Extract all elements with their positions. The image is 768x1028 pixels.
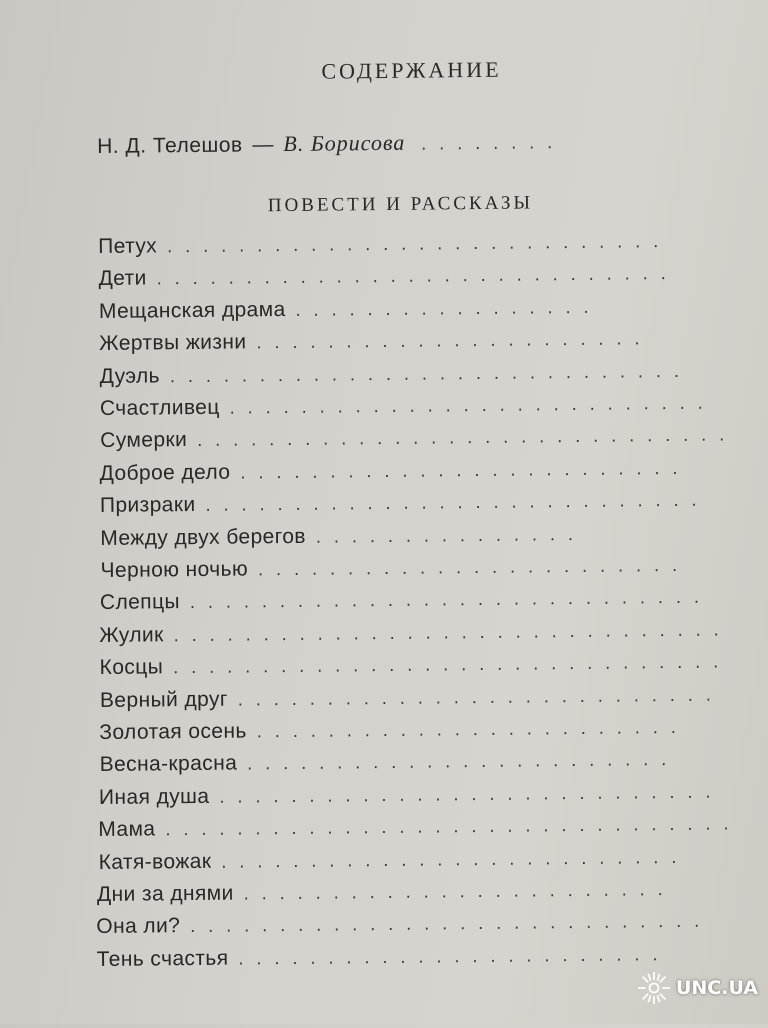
- dot-leader: ..........................: [221, 846, 690, 872]
- dot-leader: ........................: [256, 716, 689, 742]
- dot-leader: ........................: [257, 554, 691, 580]
- toc-entry-title: Мама: [98, 817, 156, 842]
- dot-leader: ............................: [205, 489, 710, 516]
- toc-entry-title: Тень счастья: [96, 946, 229, 971]
- page-title: СОДЕРЖАНИЕ: [321, 56, 502, 84]
- dot-leader: ............................: [219, 781, 724, 807]
- sun-burst-icon: [636, 970, 672, 1006]
- toc-entry-title: Счастливец: [99, 395, 220, 420]
- toc-entry-title: Верный друг: [99, 687, 228, 712]
- toc-entry-title: Доброе дело: [99, 460, 231, 485]
- dot-leader: ...........................: [237, 684, 724, 710]
- dot-leader: .............................: [156, 263, 679, 289]
- toc-entry-title: Золотая осень: [99, 719, 247, 744]
- toc-entry-title: Слепцы: [99, 590, 181, 615]
- toc-entry-title: Черною ночью: [100, 557, 249, 582]
- toc-entry-title: Жертвы жизни: [99, 330, 247, 356]
- dot-leader: ........................: [238, 943, 671, 969]
- author-name: Н. Д. Телешов: [97, 133, 243, 158]
- dot-leader: .............................: [169, 360, 693, 386]
- toc-entry-title: Весна-красна: [99, 751, 238, 777]
- section-title: ПОВЕСТИ И РАССКАЗЫ: [267, 192, 534, 217]
- intro-writer: В. Борисова: [283, 129, 406, 157]
- toc-entry-title: Дни за днями: [96, 881, 234, 907]
- dot-leader: .............................: [190, 910, 713, 937]
- dot-leader: ........: [421, 132, 566, 154]
- watermark: [636, 970, 758, 1006]
- dot-leader: ...........................: [229, 392, 716, 418]
- watermark-text: UNC.UA: [675, 977, 758, 999]
- dot-leader: .................: [295, 296, 602, 320]
- dot-leader: ................................: [165, 813, 742, 840]
- toc-entry-title: Катя-вожак: [98, 849, 212, 874]
- dot-leader: ...............: [315, 523, 587, 547]
- toc-intro-entry: [97, 126, 768, 163]
- toc-entry-title: Сумерки: [100, 428, 188, 453]
- toc-entry-title: Иная душа: [98, 784, 210, 809]
- dot-leader: ...............................: [173, 619, 732, 646]
- toc-list: [0, 228, 765, 971]
- toc-entry-title: Призраки: [99, 493, 196, 518]
- toc-entry-title: Косцы: [99, 655, 164, 680]
- dot-leader: ........................: [247, 749, 680, 774]
- dot-leader: ......................: [256, 328, 653, 353]
- toc-entry-title: Петух: [98, 234, 158, 258]
- toc-entry-title: Дети: [98, 266, 147, 291]
- toc-entry-title: Дуэль: [99, 363, 161, 388]
- toc-entry-title: Она ли?: [96, 914, 181, 939]
- dash: —: [252, 133, 274, 157]
- dot-leader: ............................: [167, 230, 672, 257]
- toc-entry-title: Жулик: [99, 623, 164, 647]
- dot-leader: ........................: [243, 878, 676, 904]
- toc-entry-title: Между двух берегов: [100, 524, 307, 550]
- dot-leader: ..............................: [197, 424, 738, 451]
- dot-leader: .........................: [240, 457, 691, 483]
- toc-entry-title: Мещанская драма: [98, 297, 286, 323]
- dot-leader: .............................: [189, 586, 713, 613]
- dot-leader: ...............................: [173, 651, 732, 678]
